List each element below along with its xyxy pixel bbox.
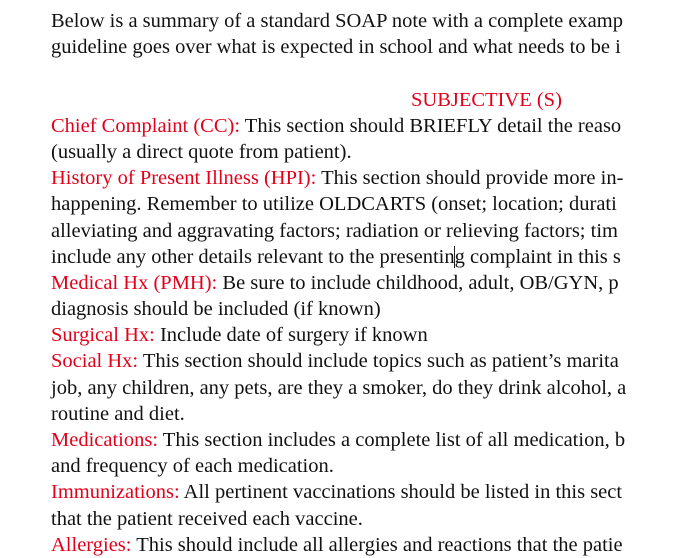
entry-label: Immunizations:: [51, 481, 180, 504]
entry-label: Medical Hx (PMH):: [51, 271, 218, 294]
entry-allergies: Allergies: This should include all allergies and reactions that the patie: [51, 533, 623, 556]
entry-text-line: happening. Remember to utilize OLDCARTS (onset; location; durati: [51, 193, 617, 216]
entry-immunizations: Immunizations: All pertinent vaccinations should be listed in this sect: [51, 481, 623, 504]
entry-social-hx: Social Hx: This section should include topics such as patient’s marita: [51, 350, 619, 373]
entry-text-line: (usually a direct quote from patient).: [51, 140, 352, 163]
entry-text-line: diagnosis should be included (if known): [51, 298, 381, 321]
entry-text-line: alleviating and aggravating factors; radiation or relieving factors; tim: [51, 219, 618, 242]
entry-label: Medications:: [51, 429, 159, 451]
entry-label: Social Hx:: [51, 350, 139, 373]
document-page: [51, 8, 680, 558]
entry-text-line: and frequency of each medication.: [51, 455, 334, 478]
intro-line-1: Below is a summary of a standard SOAP note with a complete examp: [51, 10, 623, 32]
entry-medications: Medications: This section includes a complete list of all medication, b: [51, 429, 626, 451]
intro-line-2: guideline goes over what is expected in school and what needs to be i: [51, 36, 621, 59]
entry-label: Surgical Hx:: [51, 324, 155, 347]
entry-label: Allergies:: [51, 533, 132, 556]
entry-text-line: job, any children, any pets, are they a smoker, do they drink alcohol, a: [51, 376, 627, 399]
entry-text-line[interactable]: include any other details relevant to the presenting complaint in this s: [51, 245, 621, 268]
entry-surgical-hx: Surgical Hx: Include date of surgery if known: [51, 324, 428, 347]
entry-text-line: routine and diet.: [51, 402, 185, 425]
entry-label: History of Present Illness (HPI):: [51, 167, 317, 190]
entry-chief-complaint: Chief Complaint (CC): This section should BRIEFLY detail the reaso: [51, 114, 622, 137]
entry-label: Chief Complaint (CC):: [51, 114, 241, 137]
entry-medical-hx: Medical Hx (PMH): Be sure to include childhood, adult, OB/GYN, p: [51, 271, 619, 294]
entry-text-line: that the patient received each vaccine.: [51, 507, 363, 530]
entry-hpi: History of Present Illness (HPI): This section should provide more in-: [51, 167, 624, 190]
section-heading-subjective: SUBJECTIVE (S): [411, 88, 562, 111]
